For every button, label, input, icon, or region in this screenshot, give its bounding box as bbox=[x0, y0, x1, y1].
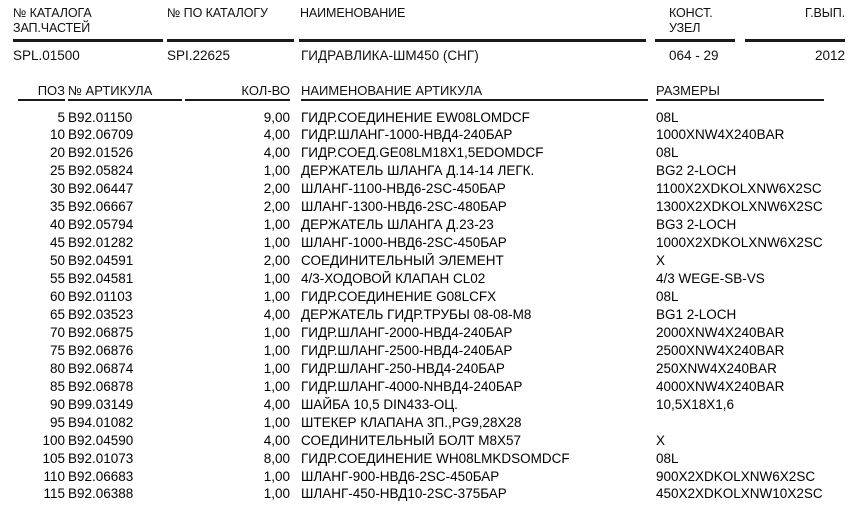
cell-dimensions: 250XNW4X240BAR bbox=[656, 360, 777, 376]
column-rule-pos bbox=[18, 99, 65, 101]
table-row[interactable] bbox=[0, 397, 858, 415]
cell-quantity: 4,00 bbox=[263, 145, 290, 161]
cell-pos: 95 bbox=[49, 414, 65, 430]
cell-article-name: ДЕРЖАТЕЛЬ ШЛАНГА Д.14-14 ЛЕГК. bbox=[301, 163, 535, 179]
cell-article-name: ГИДР.ШЛАНГ-2500-НВД4-240БАР bbox=[301, 342, 513, 358]
cell-article-name: ГИДР.ШЛАНГ-2000-НВД4-240БАР bbox=[301, 324, 513, 340]
cell-pos: 90 bbox=[49, 396, 65, 412]
cell-article-no: B92.06683 bbox=[68, 468, 134, 484]
table-row[interactable] bbox=[0, 217, 858, 235]
cell-dimensions: 08L bbox=[656, 145, 679, 161]
cell-quantity: 8,00 bbox=[263, 450, 290, 466]
table-row[interactable] bbox=[0, 181, 858, 199]
column-rule-quantity bbox=[185, 99, 290, 101]
cell-dimensions: 450X2XDKOLXNW10X2SC bbox=[656, 486, 823, 502]
cell-pos: 75 bbox=[49, 342, 65, 358]
cell-article-name: ГИДР.СОЕДИНЕНИЕ WH08LMKDSOMDCF bbox=[301, 450, 570, 466]
cell-article-name: ШЛАНГ-1300-НВД6-2SC-480БАР bbox=[301, 199, 507, 215]
cell-quantity: 4,00 bbox=[263, 127, 290, 143]
cell-pos: 60 bbox=[49, 289, 65, 304]
cell-quantity: 1,00 bbox=[263, 486, 290, 502]
header-label-designation: НАИМЕНОВАНИЕ bbox=[300, 6, 406, 20]
cell-article-no: B92.01150 bbox=[68, 109, 133, 125]
cell-article-name: ГИДР.СОЕДИНЕНИЕ EW08LOMDCF bbox=[301, 109, 530, 125]
column-rule-article-name bbox=[301, 99, 648, 101]
header-label-year: Г.ВЫП. bbox=[805, 6, 845, 20]
cell-article-no: B92.05824 bbox=[68, 163, 134, 179]
column-header-quantity: КОЛ-ВО bbox=[241, 83, 290, 98]
cell-article-name: ШЛАНГ-900-НВД6-2SC-450БАР bbox=[301, 468, 500, 484]
cell-dimensions: 1000X2XDKOLXNW6X2SC bbox=[656, 235, 823, 251]
table-row[interactable] bbox=[0, 253, 858, 271]
cell-article-no: B94.01082 bbox=[68, 414, 134, 430]
cell-pos: 85 bbox=[49, 378, 65, 394]
cell-article-no: B92.04581 bbox=[68, 271, 134, 287]
cell-dimensions: 2500XNW4X240BAR bbox=[656, 342, 785, 358]
cell-dimensions: BG1 2-LOCH bbox=[656, 306, 737, 322]
cell-quantity: 1,00 bbox=[263, 217, 290, 233]
cell-pos: 30 bbox=[49, 181, 65, 197]
cell-dimensions: 08L bbox=[656, 289, 679, 304]
cell-quantity: 1,00 bbox=[263, 360, 290, 376]
table-row[interactable] bbox=[0, 235, 858, 253]
cell-pos: 65 bbox=[49, 306, 65, 322]
table-row[interactable] bbox=[0, 325, 858, 343]
cell-article-no: B92.06878 bbox=[68, 378, 134, 394]
table-row[interactable] bbox=[0, 110, 858, 128]
cell-pos: 110 bbox=[43, 468, 65, 484]
table-row[interactable] bbox=[0, 379, 858, 397]
cell-quantity: 1,00 bbox=[263, 342, 290, 358]
cell-article-no: B92.06874 bbox=[68, 360, 134, 376]
table-row[interactable] bbox=[0, 433, 858, 451]
cell-dimensions: 4/3 WEGE-SB-VS bbox=[656, 271, 765, 287]
cell-pos: 45 bbox=[49, 235, 65, 251]
cell-article-name: ШАЙБА 10,5 DIN433-ОЦ. bbox=[301, 396, 458, 412]
header-rule-segment-4 bbox=[655, 39, 735, 42]
cell-pos: 40 bbox=[49, 217, 65, 233]
header-value-designation: ГИДРАВЛИКА-ШМ450 (СНГ) bbox=[301, 48, 479, 63]
cell-dimensions: BG2 2-LOCH bbox=[656, 163, 737, 179]
cell-pos: 100 bbox=[42, 432, 65, 448]
column-rule-article-no bbox=[68, 99, 182, 101]
cell-dimensions: 08L bbox=[656, 450, 679, 466]
cell-pos: 20 bbox=[49, 145, 65, 161]
column-header-article-name: НАИМЕНОВАНИЕ АРТИКУЛА bbox=[301, 83, 483, 98]
cell-article-no: B92.06388 bbox=[68, 486, 134, 502]
cell-article-no: B92.04591 bbox=[68, 253, 134, 269]
cell-article-name: ГИДР.ШЛАНГ-1000-НВД4-240БАР bbox=[301, 127, 513, 143]
cell-quantity: 4,00 bbox=[263, 396, 290, 412]
header-label-catalog-no-line1: № КАТАЛОГА bbox=[13, 6, 92, 20]
cell-quantity: 9,00 bbox=[263, 109, 290, 125]
cell-article-no: B92.04590 bbox=[68, 432, 134, 448]
cell-article-name: ГИДР.ШЛАНГ-4000-NHBД4-240БАР bbox=[301, 378, 523, 394]
cell-article-no: B92.06447 bbox=[68, 181, 134, 197]
cell-quantity: 4,00 bbox=[263, 432, 290, 448]
cell-pos: 115 bbox=[43, 486, 65, 502]
cell-quantity: 2,00 bbox=[263, 181, 290, 197]
cell-article-no: B92.06667 bbox=[68, 199, 134, 215]
cell-quantity: 1,00 bbox=[263, 378, 290, 394]
cell-article-no: B92.05794 bbox=[68, 217, 134, 233]
cell-quantity: 1,00 bbox=[263, 289, 290, 304]
table-row[interactable] bbox=[0, 451, 858, 469]
cell-dimensions: 10,5X18X1,6 bbox=[656, 396, 735, 412]
header-label-assembly-line1: КОНСТ. bbox=[669, 6, 713, 20]
cell-article-name: ШЛАНГ-1100-НВД6-2SC-450БАР bbox=[301, 181, 506, 197]
cell-article-name: ШТЕКЕР КЛАПАНА 3П.,PG9,28X28 bbox=[301, 414, 522, 430]
cell-pos: 25 bbox=[49, 163, 65, 179]
table-row[interactable] bbox=[0, 415, 858, 433]
cell-article-name: ДЕРЖАТЕЛЬ ШЛАНГА Д.23-23 bbox=[301, 217, 494, 233]
cell-dimensions: 900X2XDKOLXNW6X2SC bbox=[656, 468, 816, 484]
cell-article-name: ГИДР.СОЕД.GE08LM18X1,5EDOMDCF bbox=[301, 145, 544, 161]
header-value-catalog-no: SPL.01500 bbox=[13, 48, 80, 63]
cell-dimensions: 1100X2XDKOLXNW6X2SC bbox=[656, 181, 822, 197]
header-rule-segment-1 bbox=[13, 39, 163, 42]
cell-pos: 55 bbox=[49, 271, 65, 287]
header-label-catalog-ref: № ПО КАТАЛОГУ bbox=[167, 6, 268, 20]
cell-article-no: B92.01282 bbox=[68, 235, 134, 251]
cell-quantity: 1,00 bbox=[263, 324, 290, 340]
cell-pos: 105 bbox=[42, 450, 65, 466]
cell-dimensions: X bbox=[656, 253, 666, 269]
cell-article-no: B92.06876 bbox=[68, 342, 134, 358]
cell-pos: 5 bbox=[57, 109, 65, 125]
cell-pos: 80 bbox=[49, 360, 65, 376]
cell-quantity: 4,00 bbox=[263, 306, 290, 322]
cell-dimensions: 1000XNW4X240BAR bbox=[656, 127, 785, 143]
cell-quantity: 2,00 bbox=[263, 199, 290, 215]
table-row[interactable] bbox=[0, 199, 858, 217]
header-value-catalog-ref: SPI.22625 bbox=[167, 48, 231, 63]
cell-quantity: 2,00 bbox=[263, 253, 290, 269]
header-rule-segment-2 bbox=[167, 39, 294, 42]
cell-article-name: ШЛАНГ-1000-НВД6-2SC-450БАР bbox=[301, 235, 507, 251]
header-rule-segment-5 bbox=[745, 39, 845, 42]
cell-article-no: B99.03149 bbox=[68, 396, 134, 412]
cell-quantity: 1,00 bbox=[263, 235, 290, 251]
cell-pos: 70 bbox=[49, 324, 65, 340]
cell-article-no: B92.01526 bbox=[68, 145, 134, 161]
cell-article-name: СОЕДИНИТЕЛЬНЫЙ ЭЛЕМЕНТ bbox=[301, 253, 504, 269]
cell-article-name: ШЛАНГ-450-НВД10-2SC-375БАР bbox=[301, 486, 507, 502]
table-row[interactable] bbox=[0, 486, 858, 504]
table-row[interactable] bbox=[0, 271, 858, 289]
header-label-assembly-line2: УЗЕЛ bbox=[669, 21, 701, 35]
cell-dimensions: X bbox=[656, 432, 666, 448]
cell-dimensions: 1300X2XDKOLXNW6X2SC bbox=[656, 199, 823, 215]
table-row[interactable] bbox=[0, 361, 858, 379]
cell-article-name: СОЕДИНИТЕЛЬНЫЙ БОЛТ M8X57 bbox=[301, 432, 522, 448]
cell-pos: 35 bbox=[49, 199, 65, 215]
cell-dimensions: 2000XNW4X240BAR bbox=[656, 324, 785, 340]
table-row[interactable] bbox=[0, 127, 858, 145]
cell-article-name: ГИДР.СОЕДИНЕНИЕ G08LCFX bbox=[301, 289, 497, 304]
cell-article-no: B92.01073 bbox=[68, 450, 134, 466]
table-row[interactable] bbox=[0, 307, 858, 325]
column-header-article-no: № АРТИКУЛА bbox=[68, 83, 153, 98]
table-row[interactable] bbox=[0, 343, 858, 361]
cell-dimensions: 4000XNW4X240BAR bbox=[656, 378, 785, 394]
column-header-dimensions: РАЗМЕРЫ bbox=[656, 83, 720, 98]
cell-article-name: ГИДР.ШЛАНГ-250-НВД4-240БАР bbox=[301, 360, 505, 376]
table-row[interactable] bbox=[0, 145, 858, 163]
header-value-assembly: 064 - 29 bbox=[669, 48, 719, 63]
cell-article-name: ДЕРЖАТЕЛЬ ГИДР.ТРУБЫ 08-08-M8 bbox=[301, 306, 532, 322]
cell-dimensions: 08L bbox=[656, 109, 679, 125]
cell-pos: 50 bbox=[49, 253, 65, 269]
cell-pos: 10 bbox=[49, 127, 65, 143]
cell-dimensions: BG3 2-LOCH bbox=[656, 217, 737, 233]
cell-quantity: 1,00 bbox=[263, 271, 290, 287]
cell-article-no: B92.03523 bbox=[68, 306, 134, 322]
cell-article-name: 4/3-ХОДОВОЙ КЛАПАН CL02 bbox=[301, 271, 486, 287]
cell-quantity: 1,00 bbox=[263, 414, 290, 430]
cell-article-no: B92.06709 bbox=[68, 127, 134, 143]
header-value-year: 2012 bbox=[814, 48, 845, 63]
cell-quantity: 1,00 bbox=[263, 468, 290, 484]
column-rule-dimensions bbox=[656, 99, 824, 101]
column-header-pos: ПОЗ bbox=[37, 83, 65, 98]
header-label-catalog-no-line2: ЗАП.ЧАСТЕЙ bbox=[13, 21, 91, 35]
header-rule-segment-3 bbox=[299, 39, 646, 42]
table-row[interactable] bbox=[0, 163, 858, 181]
cell-quantity: 1,00 bbox=[263, 163, 290, 179]
table-row[interactable] bbox=[0, 289, 858, 307]
table-row[interactable] bbox=[0, 469, 858, 487]
cell-article-no: B92.06875 bbox=[68, 324, 134, 340]
cell-article-no: B92.01103 bbox=[68, 289, 133, 304]
